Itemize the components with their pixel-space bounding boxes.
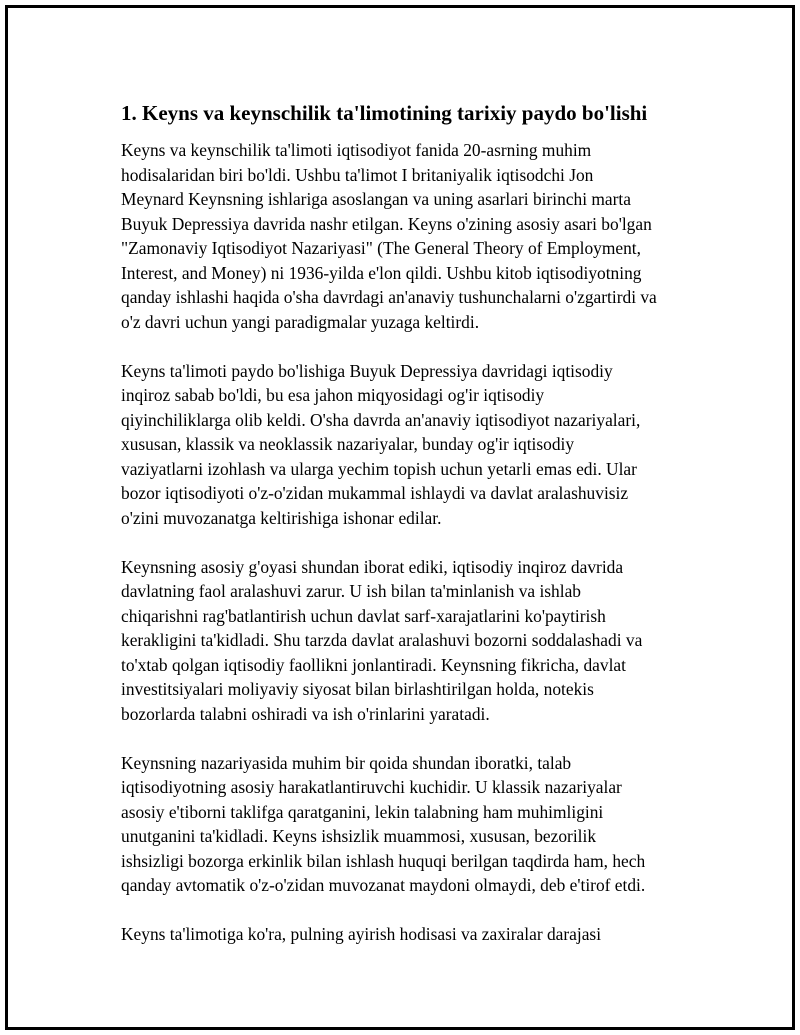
paragraph-spacer [121,530,706,555]
paragraph-1: Keyns va keynschilik ta'limoti iqtisodiyot fanida 20-asrning muhim hodisalaridan biri bo'ldi. Ushbu ta'limot I britaniyalik iqtisodchi Jon Meynard Keynsning ishlariga asoslangan va uning asarlari birinchi marta Buyuk Depressiya davrida nashr etilgan. Keyns o'zining asosiy asari bo'lgan "Zamonaviy Iqtisodiyot Nazariyasi" (The General Theory of Employment, Interest, and Money) ni 1936-yilda e'lon qildi. Ushbu kitob iqtisodiyotning qanday ishlashi haqida o'sha davrdagi an'anaviy tushunchalarni o'zgartirdi va o'z davri uchun yangi paradigmalar yuzaga keltirdi. [121,140,657,332]
document-title: 1. Keyns va keynschilik ta'limotining tarixiy paydo bo'lishi [121,101,648,125]
paragraph-spacer [121,898,706,923]
title-spacer [121,127,706,138]
document-content [121,99,706,947]
paragraph-spacer [121,726,706,751]
page-frame [5,5,795,1030]
paragraph-4: Keynsning nazariyasida muhim bir qoida shundan iboratki, talab iqtisodiyotning asosiy harakatlantiruvchi kuchidir. U klassik nazariyalar asosiy e'tiborni taklifga qaratganini, lekin talabning ham muhimligini unutganini ta'kidladi. Keyns ishsizlik muammosi, xususan, bezorilik ishsizligi bozorga erkinlik bilan ishlash huquqi berilgan taqdirda ham, hech qanday avtomatik o'z-o'zidan muvozanat maydoni olmaydi, deb e'tirof etdi. [121,752,646,895]
paragraph-spacer [121,334,706,359]
paragraph-3: Keynsning asosiy g'oyasi shundan iborat ediki, iqtisodiy inqiroz davrida davlatning faol aralashuvi zarur. U ish bilan ta'minlanish va ishlab chiqarishni rag'batlantirish uchun davlat sarf-xarajatlarini ko'paytirish kerakligini ta'kidladi. Shu tarzda davlat aralashuvi bozorni soddalashadi va to'xtab qolgan iqtisodiy faollikni jonlantiradi. Keynsning fikricha, davlat investitsiyalari moliyaviy siyosat bilan birlashtirilgan holda, notekis bozorlarda talabni oshiradi va ish o'rinlarini yaratadi. [121,556,643,724]
paragraph-5: Keyns ta'limotiga ko'ra, pulning ayirish hodisasi va zaxiralar darajasi [121,924,602,944]
paragraph-2: Keyns ta'limoti paydo bo'lishiga Buyuk Depressiya davridagi iqtisodiy inqiroz sabab bo'ldi, bu esa jahon miqyosidagi og'ir iqtisodiy qiyinchiliklarga olib keldi. O'sha davrda an'anaviy iqtisodiyot nazariyalari, xususan, klassik va neoklassik nazariyalar, bunday og'ir iqtisodiy vaziyatlarni izohlash va ularga yechim topish uchun yetarli emas edi. Ular bozor iqtisodiyoti o'z-o'zidan mukammal ishlaydi va davlat aralashuvisiz o'zini muvozanatga keltirishiga ishonar edilar. [121,360,641,528]
